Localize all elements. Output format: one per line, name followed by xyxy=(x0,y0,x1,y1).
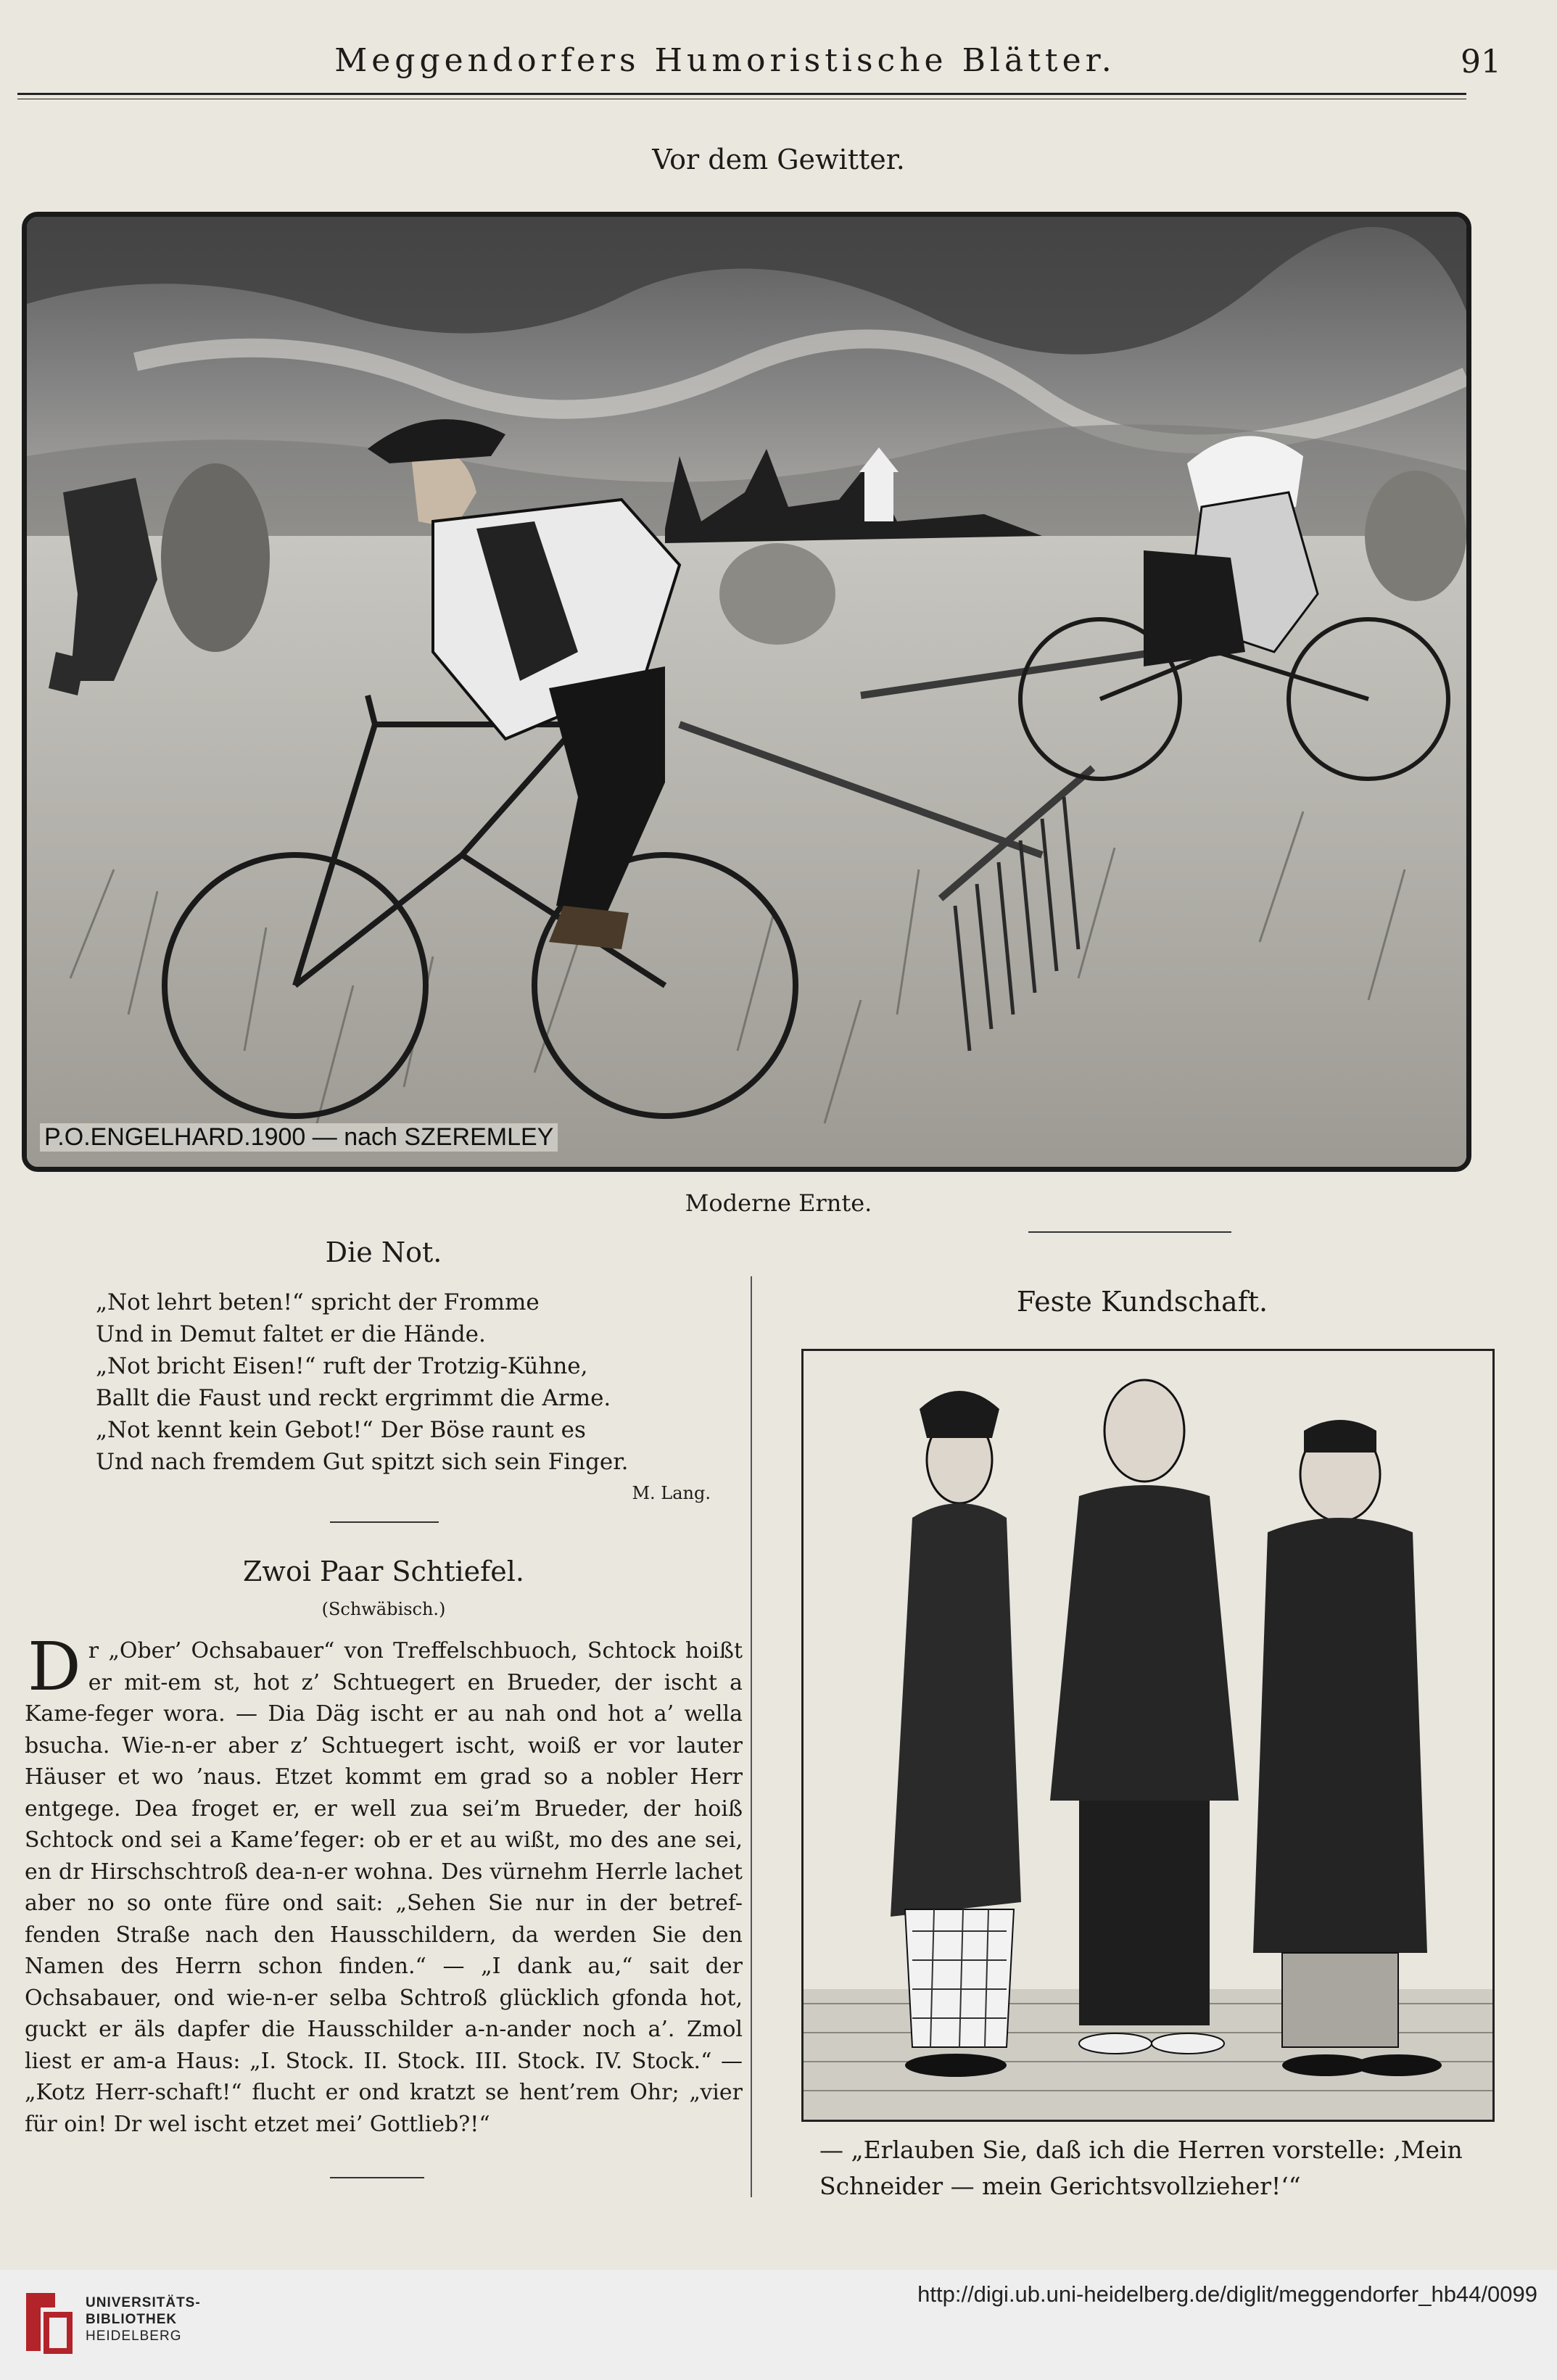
poem-line: „Not bricht Eisen!“ ruft der Trotzig-Kühne, xyxy=(96,1353,588,1379)
column-divider xyxy=(751,1276,752,2197)
poem-line: Ballt die Faust und reckt ergrimmt die Arme. xyxy=(96,1385,611,1411)
story-text xyxy=(25,1628,743,2140)
logo-line-2: BIBLIOTHEK xyxy=(86,2312,178,2327)
illustration-frame xyxy=(22,212,1471,1172)
poem-separator xyxy=(330,1521,439,1523)
harvest-illustration xyxy=(27,217,1466,1167)
story-subtitle: (Schwäbisch.) xyxy=(321,1599,446,1619)
running-header: Meggendorfers Humoristische Blätter. xyxy=(334,42,1116,79)
tailor-figure xyxy=(891,1391,1021,2077)
poem-body xyxy=(96,1286,719,1478)
poem-line: Und nach fremdem Gut spitzt sich sein Finger. xyxy=(96,1449,629,1475)
story-paragraph: r „Ober’ Ochsabauer“ von Treffelschbuoch, Schtock hoißt er mit-em st, hot z’ Schtuegert en Brueder, der ischt a Kame-feger wora. — Dia Däg ischt er au nah ond hot a’ wella bsucha. Wie-n-er aber z’ Schtuegert ischt, woiß er vor lauter Häuser et wo ’naus. Etzet kommt em grad so a nobler Herr entgege. Dea froget er, er well zua sei’m Brueder, der hoiß Schtock ond sei a Kame’feger: ob er et au wißt, mo des ane sei, en dr Hirschschtroß dea-n-er wohna. Des vürnehm Herrle lachet aber no so onte füre ond sait: „Sehen Sie nur in der betref-fenden Straße nach den Hausschildern, da werden Sie den Namen des Herrn schon finden.“ — „I dank au,“ sait der Ochsabauer, ond wie-n-er selba Schtroß glücklich gfonda hot, guckt er äls dapfer die Hausschilder a-n-ander noch a’. Zmol liest er am-a Haus: „I. Stock. II. Stock. III. Stock. IV. Stock.“ — „Kotz Herr-schaft!“ flucht er ond kratzt se hent’rem Ohr; „vier für oin! Dr wel ischt etzet mei’ Gottlieb?!“ xyxy=(25,1638,743,2137)
page-number: 91 xyxy=(1461,44,1501,80)
right-ornament-rule xyxy=(1028,1231,1231,1233)
logo-line-3: HEIDELBERG xyxy=(86,2329,182,2344)
cartoon-caption: — „Erlauben Sie, daß ich die Herren vorstelle: ‚Mein Schneider — mein Gerichtsvollzieher!‘“ xyxy=(819,2136,1463,2200)
three-men-illustration xyxy=(804,1351,1492,2120)
illustration-caption: Moderne Ernte. xyxy=(685,1189,872,1217)
illustration-title: Vor dem Gewitter. xyxy=(652,144,905,175)
logo-line-1: UNIVERSITÄTS- xyxy=(86,2295,201,2310)
story-title: Zwoi Paar Schtiefel. xyxy=(243,1555,524,1587)
story-end-separator xyxy=(330,2177,424,2178)
poem-author: M. Lang. xyxy=(632,1483,711,1503)
poem-line: „Not kennt kein Gebot!“ Der Böse raunt es xyxy=(96,1417,586,1443)
header-rule xyxy=(17,93,1466,95)
drop-cap: D xyxy=(28,1628,81,1706)
gentleman-figure xyxy=(1253,1420,1442,2076)
cartoon-title: Feste Kundschaft. xyxy=(1016,1286,1268,1318)
poem-line: „Not lehrt beten!“ spricht der Fromme xyxy=(96,1289,540,1315)
poem-title: Die Not. xyxy=(325,1236,442,1268)
bailiff-figure xyxy=(1050,1380,1239,2054)
source-url-link[interactable]: http://digi.ub.uni-heidelberg.de/diglit/meggendorfer_hb44/0099 xyxy=(917,2281,1537,2307)
artist-signature: P.O.ENGELHARD.1900 — nach SZEREMLEY xyxy=(40,1123,558,1152)
poem-line: Und in Demut faltet er die Hände. xyxy=(96,1321,486,1347)
cartoon-illustration xyxy=(801,1349,1495,2122)
library-logo-icon xyxy=(19,2286,77,2358)
library-logo-text xyxy=(86,2294,201,2344)
